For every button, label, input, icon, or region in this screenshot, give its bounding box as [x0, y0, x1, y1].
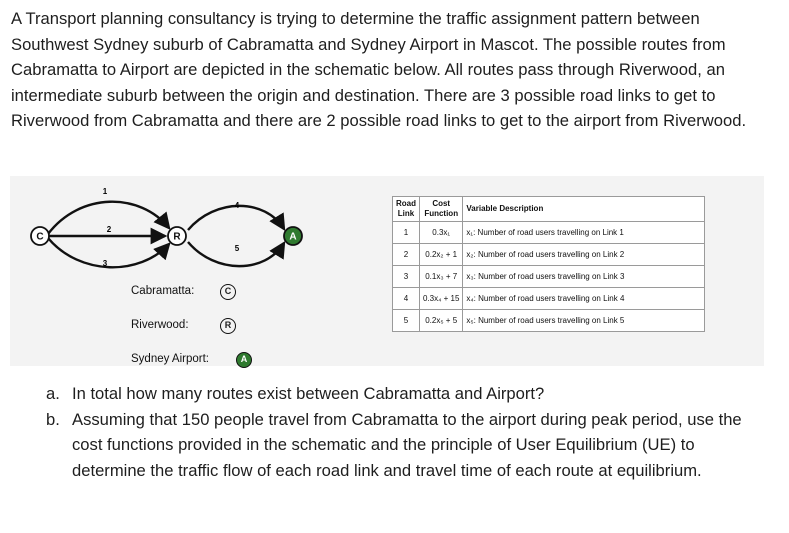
link-label-3: 3: [102, 259, 108, 268]
table-row: [393, 288, 705, 310]
network-schematic: [10, 176, 390, 276]
cost-function-table: [392, 196, 705, 332]
question-a: [46, 381, 771, 407]
table-row: [393, 222, 705, 244]
node-origin-label: C: [36, 231, 44, 243]
cell-link: 3: [393, 266, 420, 288]
question-b: [46, 407, 771, 484]
legend-riverwood: Riverwood:: [131, 319, 189, 331]
cell-cost: 0.3x₁: [420, 222, 463, 244]
question-b-text: Assuming that 150 people travel from Cabramatta to the airport during peak period, use the cost functions provided in the schematic and the principle of User Equilibrium (UE) to determine the traffic flow of each road link and travel time of each route at equilibrium.: [72, 409, 742, 480]
network-figure: [10, 176, 764, 366]
header-road-link: [393, 197, 420, 222]
link-label-1: 1: [102, 187, 108, 196]
cell-desc: x₄: Number of road users travelling on Link 4: [463, 288, 705, 310]
link-label-2: 2: [106, 225, 112, 234]
cell-link: 2: [393, 244, 420, 266]
cell-link: 5: [393, 310, 420, 332]
header-link: Link: [397, 209, 415, 218]
legend-airport: Sydney Airport:: [131, 353, 209, 365]
question-a-marker: a.: [46, 384, 60, 403]
cell-desc: x₅: Number of road users travelling on Link 5: [463, 310, 705, 332]
question-b-marker: b.: [46, 409, 60, 429]
cell-link: 4: [393, 288, 420, 310]
cell-desc: x₃: Number of road users travelling on Link 3: [463, 266, 705, 288]
table-row: [393, 310, 705, 332]
node-mid-label: R: [173, 231, 181, 243]
cell-desc: x₂: Number of road users travelling on Link 2: [463, 244, 705, 266]
header-road: Road: [396, 199, 416, 208]
legend-cabramatta-symbol: C: [220, 284, 236, 300]
legend-cabramatta: Cabramatta:: [131, 285, 195, 297]
table-row: [393, 244, 705, 266]
cell-cost: 0.1x₃ + 7: [420, 266, 463, 288]
header-cost: Cost: [432, 199, 451, 208]
cell-desc: x₁: Number of road users travelling on Link 1: [463, 222, 705, 244]
cell-link: 1: [393, 222, 420, 244]
node-dest-label: A: [289, 231, 297, 243]
link-label-5: 5: [234, 244, 240, 253]
header-variable-description: Variable Description: [463, 197, 705, 222]
link-3-curve: [48, 238, 169, 267]
link-label-4: 4: [234, 201, 240, 210]
cell-cost: 0.2x₅ + 5: [420, 310, 463, 332]
header-function: Function: [424, 209, 459, 218]
table-row: [393, 266, 705, 288]
header-cost-function: [420, 197, 463, 222]
legend-airport-symbol: A: [236, 352, 252, 368]
cell-cost: 0.2x₂ + 1: [420, 244, 463, 266]
problem-intro: A Transport planning consultancy is trying to determine the traffic assignment pattern between Southwest Sydney suburb of Cabramatta and Sydney Airport in Mascot. The possible routes from Cabramatta to Airport are depicted in the schematic below. All routes pass through Riverwood, an intermediate suburb between the origin and destination. There are 3 possible road links to get to Riverwood from Cabramatta and there are 2 possible road links to get to the airport from Riverwood.: [11, 9, 747, 131]
legend-riverwood-symbol: R: [220, 318, 236, 334]
table-header-row: [393, 197, 705, 222]
question-list: [46, 381, 771, 483]
cell-cost: 0.3x₄ + 15: [420, 288, 463, 310]
question-a-text: In total how many routes exist between Cabramatta and Airport?: [72, 384, 545, 403]
